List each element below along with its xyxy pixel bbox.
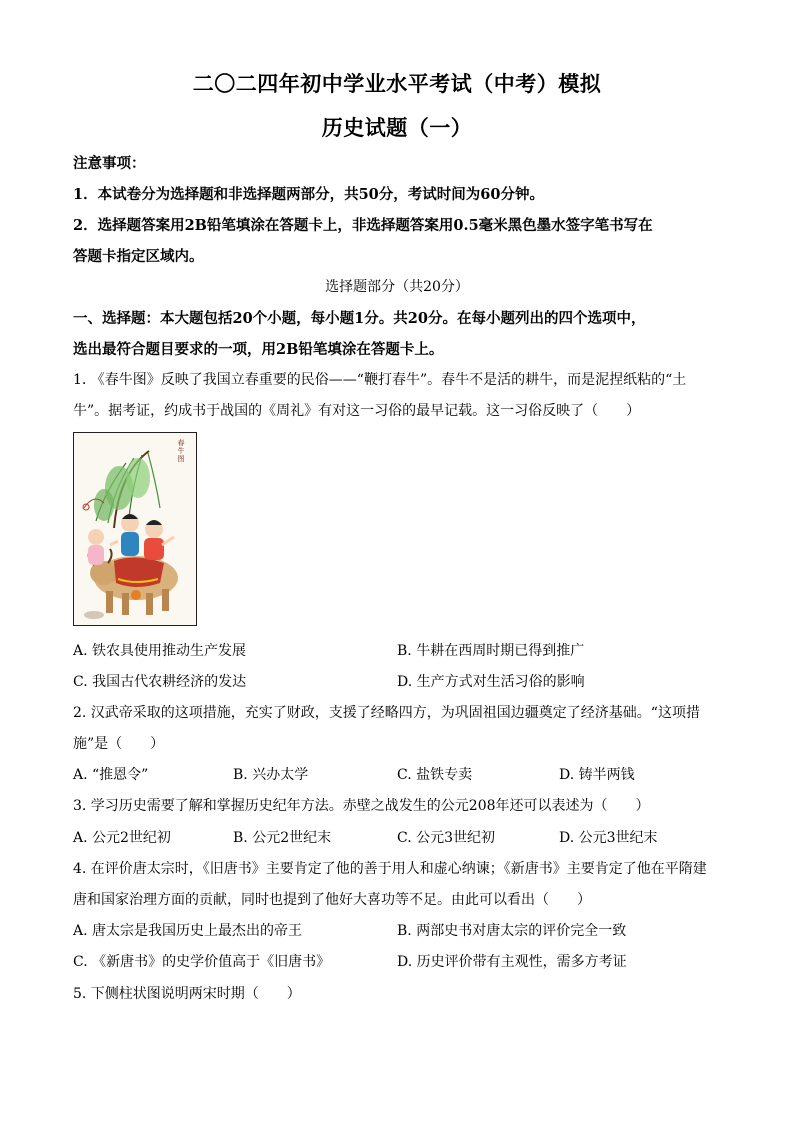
q3-option-d: D. 公元3世纪末 — [559, 830, 658, 846]
question-4-text: 4. 在评价唐太宗时，《旧唐书》主要肯定了他的善于用人和虚心纳谏；《新唐书》主要肯定了他在平隋建 — [73, 861, 707, 877]
q1-option-d: D. 生产方式对生活习俗的影响 — [397, 674, 585, 690]
question-5-text: 5. 下侧柱状图说明两宋时期（ ） — [73, 986, 301, 1002]
q4-option-a: A. 唐太宗是我国历史上最杰出的帝王 — [73, 923, 303, 939]
q4-option-b: B. 两部史书对唐太宗的评价完全一致 — [397, 923, 627, 939]
section-instructions-cont: 选出最符合题目要求的一项，用2B铅笔填涂在答题卡上。 — [73, 341, 444, 358]
exam-subtitle: 历史试题（一） — [321, 115, 473, 140]
question-2-text: 2. 汉武帝采取的这项措施，充实了财政，支援了经略四方，为巩固祖国边疆奠定了经济基础。“这项措 — [73, 705, 700, 721]
q4-option-d: D. 历史评价带有主观性，需多方考证 — [397, 954, 627, 970]
q3-option-b: B. 公元2世纪末 — [233, 830, 332, 846]
q2-option-d: D. 铸半两钱 — [559, 767, 635, 783]
q1-option-a: A. 铁农具使用推动生产发展 — [73, 643, 247, 659]
notes-item-2: 2．选择题答案用2B铅笔填涂在答题卡上，非选择题答案用0.5毫米黑色墨水签字笔书写在 — [73, 217, 653, 234]
question-2-text-cont: 施”是（ ） — [73, 736, 165, 752]
q2-option-a: A. “推恩令” — [73, 767, 149, 783]
question-1-text-cont: 牛”。据考证，约成书于战国的《周礼》有对这一习俗的最早记载。这一习俗反映了（ ） — [73, 403, 641, 419]
section-instructions: 一、选择题：本大题包括20个小题，每小题1分。共20分。在每小题列出的四个选项中， — [73, 310, 646, 327]
spring-ox-picture — [73, 432, 197, 626]
q1-option-c: C. 我国古代农耕经济的发达 — [73, 674, 247, 690]
section-title: 选择题部分（共20分） — [325, 279, 469, 295]
q4-option-c: C. 《新唐书》的史学价值高于《旧唐书》 — [73, 954, 331, 970]
q2-option-b: B. 兴办太学 — [233, 767, 309, 783]
question-1-text: 1. 《春牛图》反映了我国立春重要的民俗——“鞭打春牛”。春牛不是活的耕牛，而是泥捏纸粘的“土 — [73, 372, 687, 388]
q3-option-a: A. 公元2世纪初 — [73, 830, 171, 846]
picture-caption: 春牛图 — [177, 439, 185, 463]
q2-option-c: C. 盐铁专卖 — [397, 767, 473, 783]
notes-item-2-cont: 答题卡指定区域内。 — [73, 248, 204, 265]
exam-title: 二〇二四年初中学业水平考试（中考）模拟 — [192, 71, 602, 96]
question-3-text: 3. 学习历史需要了解和掌握历史纪年方法。赤壁之战发生的公元208年还可以表述为（ ） — [73, 798, 650, 814]
question-4-text-cont: 唐和国家治理方面的贡献，同时也提到了他好大喜功等不足。由此可以看出（ ） — [73, 892, 591, 908]
q3-option-c: C. 公元3世纪初 — [397, 830, 496, 846]
notes-heading: 注意事项： — [73, 155, 146, 172]
notes-item-1: 1．本试卷分为选择题和非选择题两部分，共50分，考试时间为60分钟。 — [73, 186, 544, 203]
q1-option-b: B. 牛耕在西周时期已得到推广 — [397, 643, 585, 659]
